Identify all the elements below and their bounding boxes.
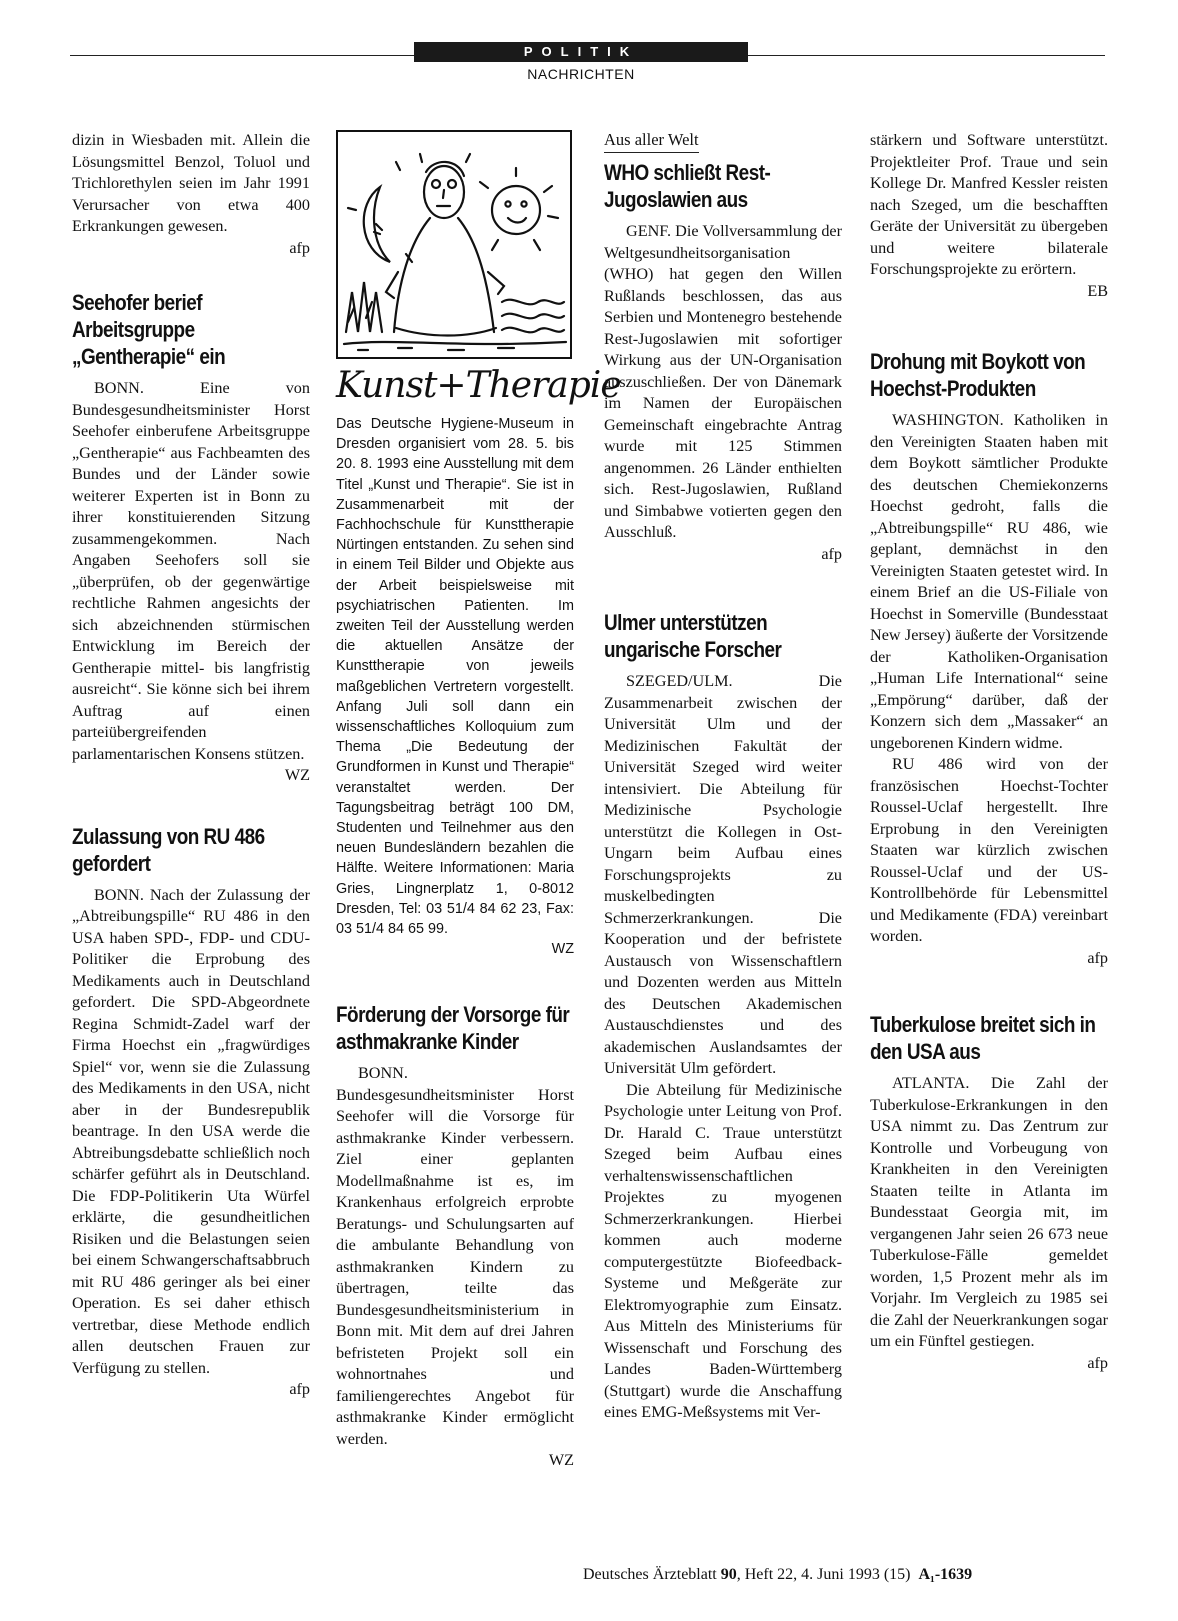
rubric-label: Aus aller Welt	[604, 130, 699, 153]
column-3	[604, 130, 842, 1424]
agency-sign: afp	[1087, 948, 1108, 967]
article-tuberkulose	[870, 1073, 1108, 1374]
article-ulm	[604, 671, 842, 1424]
artwork-drawing	[336, 130, 572, 359]
headline-ulm: Ulmer unterstützen ungarische Forscher	[604, 610, 782, 662]
agency-sign: afp	[289, 238, 310, 257]
section-title: POLITIK	[414, 42, 748, 62]
headline-ru486: Zulassung von RU 486 gefordert	[72, 823, 265, 876]
exhibition-caption	[336, 414, 574, 959]
agency-sign: afp	[1087, 1353, 1108, 1372]
agency-sign: WZ	[548, 1451, 574, 1470]
article-continued	[72, 130, 310, 259]
article-text: BONN. Eine von Bundesgesundheitsminister Horst Seehofer einberufene Arbeitsgruppe „Gentherapie“ aus Fachbeamten des Bundes und der Länder sowie weiterer Experten ist in Bonn zu ihrer konstituierenden Sitzung zusammengekommen. Nach Angaben Seehofers soll sie „überprüfen, ob der gegenwärtige rechtliche Rahmen angesichts der sich abzeichnenden stürmischen Entwicklung im Bereich der Gentherapie mittel- bis langfristig ausreicht“. Sie könne sich bei ihrem Auftrag auf einen parteiübergreifenden parlamentarischen Konsens stützen.	[72, 379, 310, 763]
agency-sign: EB	[1087, 281, 1108, 300]
caption-text: Das Deutsche Hygiene-Museum in Dresden organisiert vom 28. 5. bis 20. 8. 1993 eine Ausstellung mit dem Titel „Kunst und Therapie“. Sie ist in Zusammenarbeit mit der Fachhochschule für Kunsttherapie Nürtingen entstanden. Zu sehen sind in einem Teil Bilder und Objekte aus der Arbeit beispielsweise mit psychiatrischen Patienten. Im zweiten Teil der Ausstellung werden die aktuellen Ansätze der Kunsttherapie von jeweils maßgeblichen Vertretern vorgestellt. Anfang Juli soll dann ein wissenschaftliches Kolloquium zum Thema „Die Bedeutung der Grundformen in Kunst und Therapie“ veranstaltet werden. Der Tagungsbeitrag beträgt 100 DM, Studenten und Teilnehmer aus den neuen Bundesländern bezahlen die Hälfte. Weitere Informationen: Maria Gries, Lingnerplatz 1, 0-8012 Dresden, Tel: 03 51/4 84 62 23, Fax: 03 51/4 84 65 99.	[336, 416, 574, 938]
headline-gentherapie: Seehofer berief Arbeitsgruppe „Gentherapie“ ein	[72, 290, 226, 369]
article-text: BONN. Nach der Zulassung der „Abtreibungspille“ RU 486 in den USA haben SPD-, FDP- und CDU-Politiker die Erprobung des Medikaments auch in Deutschland gefordert. Die SPD-Abgeordnete Regina Schmidt-Zadel warf der Firma Hoechst ein „fragwürdiges Spiel“ vor, wenn sie die Zulassung des Medikaments in den USA, nicht aber in der Bundesrepublik beantrage. In den USA werde die Abtreibungsdebatte schließlich noch schärfer geführt als in Deutschland. Die FDP-Politikerin Uta Würfel erklärte, die gesundheitlichen Risiken und die Belastungen seien bei einem Schwangerschaftsabbruch mit RU 486 geringer als bei einer Operation. Es sei daher ethisch vertretbar, diese Methode endlich allen deutschen Frauen zur Verfügung zu stellen.	[72, 885, 310, 1377]
headline-tuberkulose: Tuberkulose breitet sich in den USA aus	[870, 1012, 1096, 1064]
agency-sign: afp	[821, 544, 842, 563]
headline-who: WHO schließt Rest-Jugoslawien aus	[604, 160, 771, 212]
article-gentherapie	[72, 378, 310, 787]
header-rule-right	[748, 55, 1105, 56]
section-subtitle: NACHRICHTEN	[527, 66, 635, 82]
column-1	[72, 130, 310, 1401]
header-rule-left	[70, 55, 415, 56]
article-paragraph: Die Abteilung für Medizinische Psychologie unter Leitung von Prof. Dr. Harald C. Traue unterstützt Szeged beim Aufbau eines verhaltenswissenschaftlichen Projektes zu myogenen Schmerzerkrankungen. Hierbei kommen auch moderne computergestützte Biofeedback-Systeme und Meßgeräte zur Elektromyographie zum Einsatz. Aus Mitteln des Ministeriums für Wissenschaft und Forschung des Landes Baden-Württemberg (Stuttgart) wurde die Anschaffung eines EMG-Meßsystems mit Ver-	[604, 1080, 842, 1421]
issue-info: , Heft 22, 4. Juni 1993 (15)	[736, 1566, 911, 1583]
article-text: dizin in Wiesbaden mit. Allein die Lösungsmittel Benzol, Toluol und Trichlorethylen seien im Jahr 1991 Verursacher von etwa 400 Erkrankungen gewesen.	[72, 131, 310, 235]
column-2	[336, 130, 621, 1472]
article-text: ATLANTA. Die Zahl der Tuberkulose-Erkrankungen in den USA nimmt zu. Das Zentrum zur Kontrolle und Vorbeugung von Krankheiten in den Vereinigten Staaten teilte in Atlanta im Bundesstaat Georgia mit, im vergangenen Jahr seien 26 673 neue Tuberkulose-Fälle gemeldet worden, 1,5 Prozent mehr als im Vorjahr. Im Vergleich zu 1985 sei die Zahl der Neuerkrankungen sogar um ein Fünftel gestiegen.	[870, 1074, 1108, 1350]
agency-sign: WZ	[284, 766, 310, 784]
headline-asthma: Förderung der Vorsorge für asthmakranke Kinder	[336, 1002, 570, 1055]
article-ulm-continued	[870, 130, 1108, 302]
headline-hoechst: Drohung mit Boykott von Hoechst-Produkten	[870, 349, 1086, 401]
column-4	[870, 130, 1108, 1374]
agency-sign: afp	[289, 1380, 310, 1398]
article-text: GENF. Die Vollversammlung der Weltgesundheitsorganisation (WHO) hat gegen den Willen Rußlands beschlossen, das aus Serbien und Montenegro bestehende Rest-Jugoslawien mit sofortiger Wirkung aus der UN-Organisation auszuschließen. Der von Dänemark im Namen der Europäischen Gemeinschaft eingebrachte Antrag wurde mit 125 Stimmen angenommen. 26 Länder enthielten sich. Rest-Jugoslawien, Rußland und Simbabwe votierten gegen den Ausschluß.	[604, 222, 842, 541]
sun-moon-figure-drawing	[338, 132, 570, 357]
article-text: stärkern und Software unterstützt. Projektleiter Prof. Traue und sein Kollege Dr. Manfred Kessler reisten nach Szeged, um die beschafften Geräte der Universität zu übergeben und weitere bilaterale Forschungsprojekte zu erörtern.	[870, 131, 1108, 278]
volume-number: 90	[720, 1566, 737, 1583]
article-text: BONN. Bundesgesundheitsminister Horst Seehofer will die Vorsorge für asthmakranke Kinder verbessern. Ziel einer geplanten Modellmaßnahme ist es, im Krankenhaus erfolgreich erprobte Beratungs- und Schulungsarten auf die ambulante Behandlung von asthmakranken Kindern zu übertragen, teilte das Bundesgesundheitsministerium in Bonn mit. Mit dem auf drei Jahren befristeten Projekt soll ein wohnortnahes und familiengerechtes Angebot für asthmakranke Kinder ermöglicht werden.	[336, 1064, 574, 1448]
agency-sign: WZ	[551, 941, 574, 958]
journal-name: Deutsches Ärzteblatt	[583, 1566, 717, 1583]
article-who	[604, 221, 842, 565]
article-ru486	[72, 885, 310, 1401]
article-text: RU 486 wird von der französischen Hoechst-Tochter Roussel-Uclaf hergestellt. Ihre Erprobung in den Vereinigten Staaten war kürzlich zwischen Roussel-Uclaf und der US-Kontrollbehörde für Lebensmittel und Medikamente (FDA) vereinbart worden.	[870, 755, 1108, 945]
article-paragraph: WASHINGTON. Katholiken in den Vereinigten Staaten haben mit dem Boykott sämtlicher Produkte des deutschen Chemiekonzerns Hoechst gedroht, falls die „Abtreibungspille“ RU 486, wie geplant, demnächst in den Vereinigten Staaten getestet wird. In einem Brief an die US-Filiale von Hoechst in Somerville (Bundesstaat New Jersey) äußerte der Vorsitzende der Katholiken-Organisation „Human Life International“ seine „Empörung“ darüber, daß der Konzern sich dem „Massaker“ an ungeborenen Kindern widme.	[870, 411, 1108, 752]
page-footer	[583, 1566, 972, 1584]
article-asthma	[336, 1063, 574, 1472]
article-paragraph: SZEGED/ULM. Die Zusammenarbeit zwischen der Universität Ulm und der Medizinischen Fakultät der Universität Szeged wird weiter intensiviert. Die Abteilung für Medizinische Psychologie unterstützt die Kollegen in Ost-Ungarn beim Aufbau eines Forschungsprojekts zu muskelbedingten Schmerzerkrankungen. Die Kooperation und der befristete Austausch von Wissenschaftlern und Dozenten werden aus Mitteln des Deutschen Akademischen Austauschdienstes und des akademischen Auslandsamtes der Universität Ulm gefördert.	[604, 672, 842, 1077]
page-number: A₁-1639	[918, 1566, 973, 1583]
artwork-title: Kunst+Therapie	[336, 365, 621, 406]
article-hoechst	[870, 410, 1108, 969]
